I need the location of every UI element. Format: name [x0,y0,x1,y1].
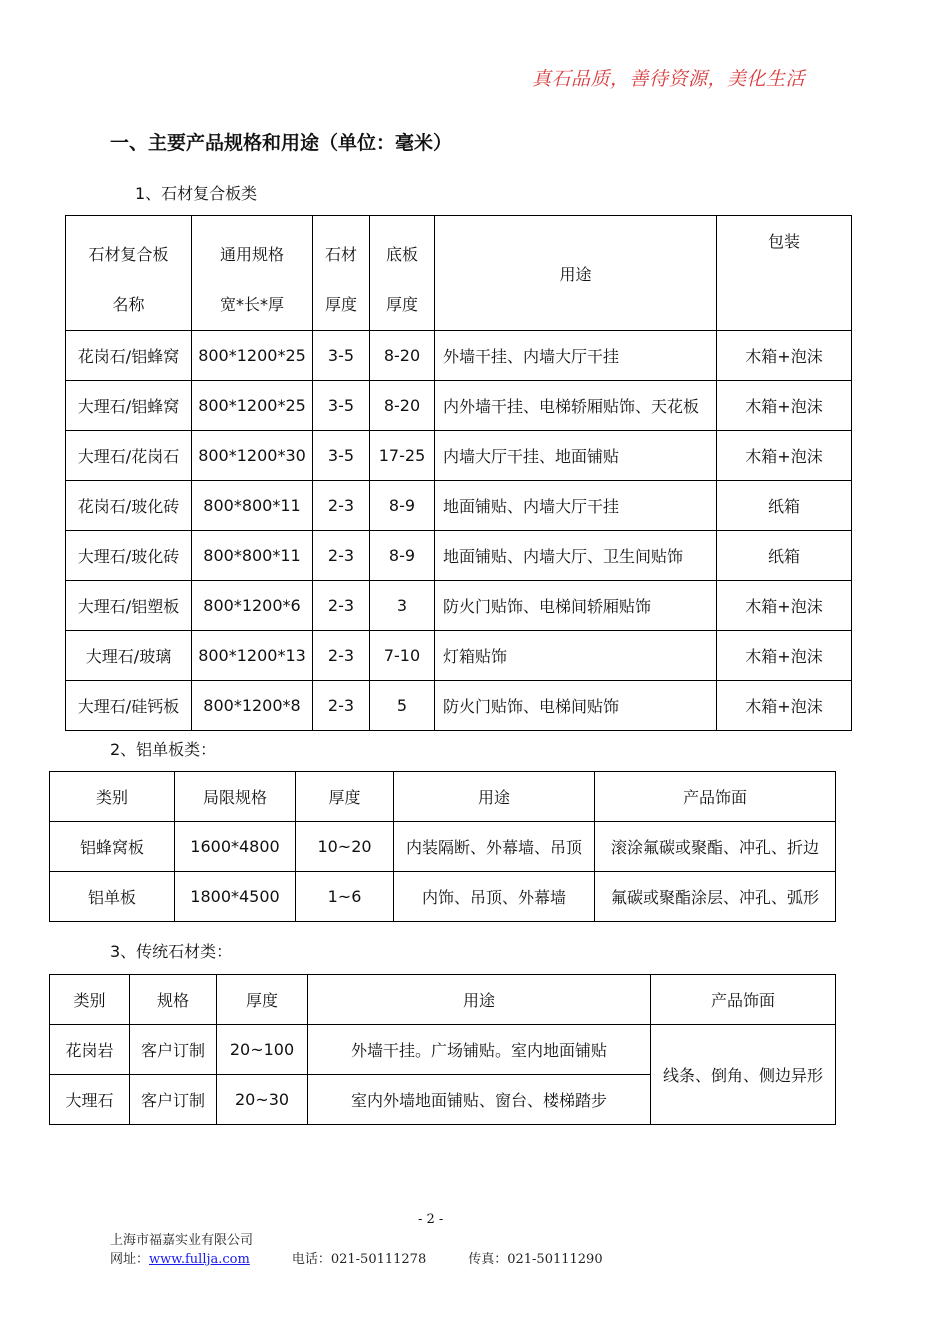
table-cell: 铝蜂窝板 [50,822,175,872]
table-cell: 2-3 [313,631,370,681]
table-cell: 氟碳或聚酯涂层、冲孔、弧形 [595,872,836,922]
table-cell: 客户订制 [130,1075,217,1125]
table-cell: 花岗岩 [50,1025,130,1075]
table-cell: 木箱+泡沫 [717,331,852,381]
website-label: 网址： [110,1252,150,1267]
table-cell: 木箱+泡沫 [717,431,852,481]
table-cell: 内装隔断、外幕墙、吊顶 [394,822,595,872]
table-row [66,431,852,481]
table-cell: 3 [370,581,435,631]
header-cell: 类别 [50,975,130,1025]
table-header-row [50,975,836,1025]
table-cell: 大理石/花岗石 [66,431,192,481]
table-cell: 3-5 [313,381,370,431]
aluminum-panel-table [49,771,836,922]
table-cell: 花岗石/铝蜂窝 [66,331,192,381]
footer-company: 上海市福嘉实业有限公司 [110,1233,254,1248]
table-cell: 木箱+泡沫 [717,681,852,731]
table-cell: 800*1200*25 [192,381,313,431]
table-cell: 8-20 [370,331,435,381]
section2-title: 2、铝单板类： [110,740,217,759]
table-cell: 800*800*11 [192,531,313,581]
table-cell: 2-3 [313,681,370,731]
table-cell: 铝单板 [50,872,175,922]
table-row [66,581,852,631]
table-cell: 1~6 [296,872,394,922]
table-cell: 大理石 [50,1075,130,1125]
table-cell: 内墙大厅干挂、地面铺贴 [435,431,717,481]
composite-panel-table [65,215,852,731]
slogan: 真石品质，善待资源，美化生活 [532,68,806,90]
header-cell: 厚度 [296,772,394,822]
table-cell: 纸箱 [717,531,852,581]
table-row [50,1025,836,1075]
table-header-row [66,216,852,331]
table-row [66,631,852,681]
table-cell: 8-9 [370,531,435,581]
table-header-row [50,772,836,822]
header-cell: 厚度 [217,975,308,1025]
header-cell: 石材复合板 名称 [66,216,192,331]
header-cell: 用途 [435,216,717,331]
table-row [66,681,852,731]
header-cell: 产品饰面 [595,772,836,822]
table-cell: 17-25 [370,431,435,481]
header-cell: 用途 [308,975,651,1025]
table-cell: 花岗石/玻化砖 [66,481,192,531]
table-cell: 内外墙干挂、电梯轿厢贴饰、天花板 [435,381,717,431]
table-cell-merged: 线条、倒角、侧边异形 [651,1025,836,1125]
header-cell: 通用规格 宽*长*厚 [192,216,313,331]
table-cell: 800*1200*6 [192,581,313,631]
section3-title: 3、传统石材类： [110,942,233,961]
table-cell: 大理石/硅钙板 [66,681,192,731]
table-row [66,531,852,581]
table-cell: 滚涂氟碳或聚酯、冲孔、折边 [595,822,836,872]
table-cell: 内饰、吊顶、外幕墙 [394,872,595,922]
table-cell: 外墙干挂。广场铺贴。室内地面铺贴 [308,1025,651,1075]
table-cell: 大理石/铝蜂窝 [66,381,192,431]
table-row [66,481,852,531]
table-cell: 大理石/铝塑板 [66,581,192,631]
header-cell: 产品饰面 [651,975,836,1025]
table-cell: 800*1200*8 [192,681,313,731]
header-cell: 包装 [717,216,852,331]
table-cell: 地面铺贴、内墙大厅、卫生间贴饰 [435,531,717,581]
table-cell: 1600*4800 [175,822,296,872]
table-cell: 800*1200*30 [192,431,313,481]
table-cell: 800*1200*25 [192,331,313,381]
table-cell: 地面铺贴、内墙大厅干挂 [435,481,717,531]
table-cell: 木箱+泡沫 [717,631,852,681]
table-cell: 防火门贴饰、电梯间贴饰 [435,681,717,731]
table-cell: 1800*4500 [175,872,296,922]
table-cell: 纸箱 [717,481,852,531]
header-cell: 局限规格 [175,772,296,822]
table-cell: 木箱+泡沫 [717,581,852,631]
table-cell: 8-9 [370,481,435,531]
table-cell: 大理石/玻璃 [66,631,192,681]
page-heading: 一、主要产品规格和用途（单位：毫米） [110,132,453,154]
fax-text: 传真：021-50111290 [468,1252,603,1267]
section1-title: 1、石材复合板类 [135,184,258,203]
table-cell: 20~100 [217,1025,308,1075]
table-cell: 8-20 [370,381,435,431]
table-cell: 大理石/玻化砖 [66,531,192,581]
table-cell: 木箱+泡沫 [717,381,852,431]
table-cell: 3-5 [313,331,370,381]
table-cell: 5 [370,681,435,731]
table-cell: 800*1200*13 [192,631,313,681]
table-cell: 防火门贴饰、电梯间轿厢贴饰 [435,581,717,631]
header-cell: 石材 厚度 [313,216,370,331]
website-link[interactable]: www.fullja.com [149,1252,250,1267]
table-row [66,331,852,381]
table-cell: 7-10 [370,631,435,681]
table-cell: 20~30 [217,1075,308,1125]
footer-contact [110,1248,603,1267]
table-cell: 800*800*11 [192,481,313,531]
header-cell: 规格 [130,975,217,1025]
table-cell: 客户订制 [130,1025,217,1075]
table-row [50,822,836,872]
table-row [50,872,836,922]
header-cell: 用途 [394,772,595,822]
table-cell: 2-3 [313,581,370,631]
header-cell: 类别 [50,772,175,822]
table-row [66,381,852,431]
table-cell: 10~20 [296,822,394,872]
table-cell: 室内外墙地面铺贴、窗台、楼梯踏步 [308,1075,651,1125]
table-cell: 2-3 [313,481,370,531]
phone-text: 电话：021-50111278 [291,1252,427,1267]
traditional-stone-table [49,974,836,1125]
page-number: - 2 - [418,1212,444,1227]
table-cell: 3-5 [313,431,370,481]
header-cell: 底板 厚度 [370,216,435,331]
table-cell: 灯箱贴饰 [435,631,717,681]
table-cell: 外墙干挂、内墙大厅干挂 [435,331,717,381]
table-cell: 2-3 [313,531,370,581]
